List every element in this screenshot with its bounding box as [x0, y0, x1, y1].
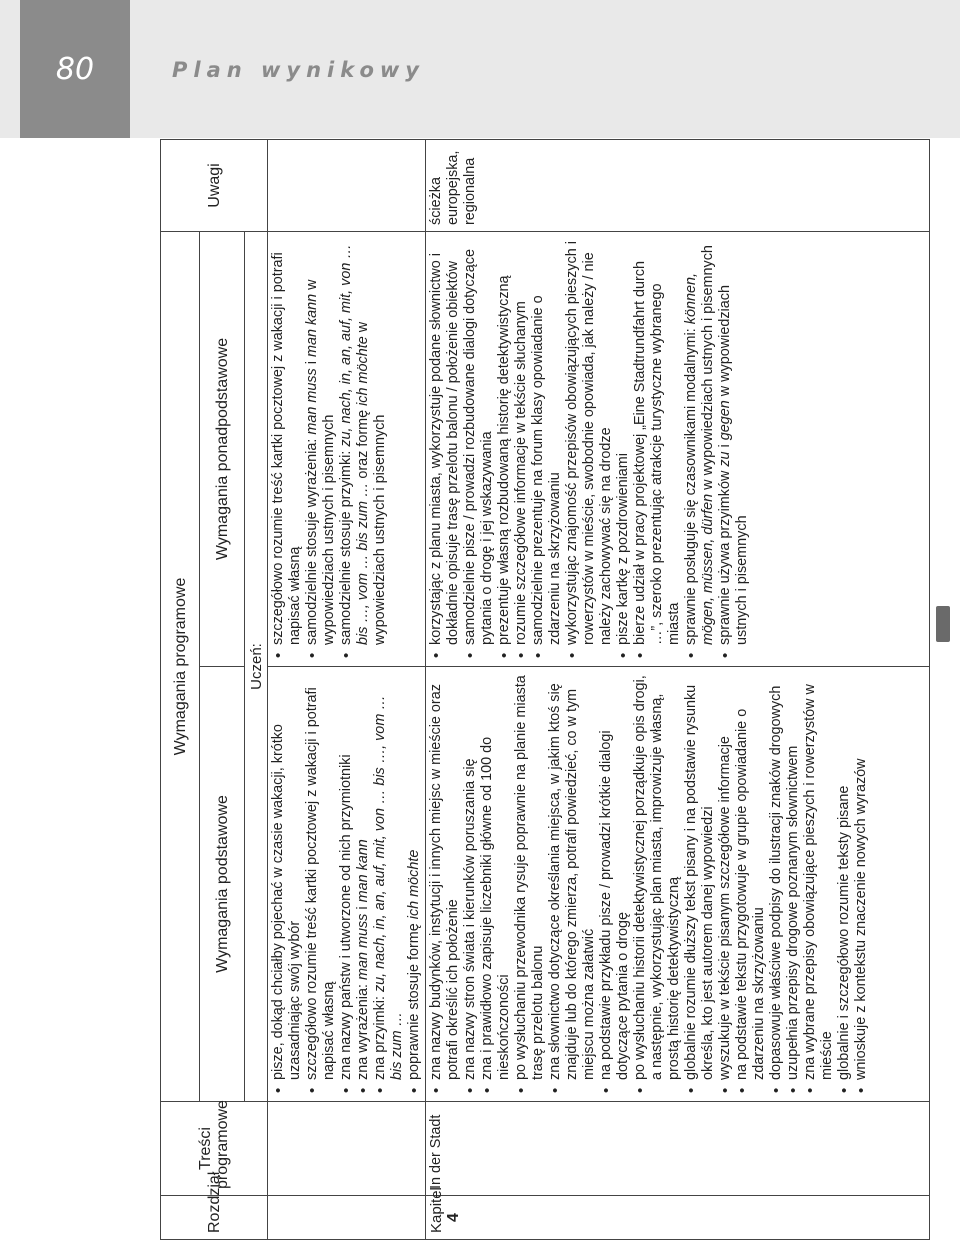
basic-requirements-top: [268, 667, 426, 1102]
list-item: • zna nazwy budynków, instytucji i innych miejsc w mieście oraz potrafi określić ich położenie: [428, 673, 462, 1080]
list-item: • dopasowuje właściwe podpisy do ilustracji znaków drogowych: [768, 673, 785, 1080]
list-item: • wyszukuje w tekście pisanym szczegółowe informacje: [717, 673, 734, 1080]
rotated-table-container: [160, 140, 930, 1240]
list-item: • samodzielnie stosuje przyimki: zu, nach, in, an, auf, mit, von … bis …, vom … bis zum … oraz formę ich möchte w wypowiedziach ustnych i pisemnych: [338, 238, 389, 645]
list-item: • bierze udział w pracy projektowej „Eine Stadtrundfahrt durch …”, szeroko prezentując atrakcje turystyczne wybranego miasta: [632, 238, 683, 645]
list-item: • samodzielnie prezentuje na forum klasy opowiadanie o zdarzeniu na skrzyżowaniu: [530, 238, 564, 645]
list-item: • na podstawie tekstu przygotowuje w grupie opowiadanie o zdarzeniu na skrzyżowaniu: [734, 673, 768, 1080]
chapter-cell-empty: [268, 1196, 426, 1240]
list-item: • uzupełnia przepisy drogowe poznanym słownictwem: [785, 673, 802, 1080]
extended-requirements-main: [426, 232, 930, 667]
page-title: Plan wynikowy: [172, 58, 425, 82]
list-item: • zna nazwy państw i utworzone od nich przymiotniki: [338, 673, 355, 1080]
list-item: • po wysłuchaniu historii detektywistycznej porządkuje opis drogi, a następnie, wykorzystując plan miasta, improwizuje własną, prostą historię detektywistyczną: [632, 673, 683, 1080]
list-item: • zna nazwy stron świata i kierunków poruszania się: [462, 673, 479, 1080]
list-item: • zna i prawidłowo zapisuje liczebniki główne od 100 do nieskończoności: [479, 673, 513, 1080]
basic-requirements-main: [426, 667, 930, 1102]
list-item: • zna wyrażenia: man muss i man kann: [355, 673, 372, 1080]
header-content: Treści programowe: [161, 1102, 268, 1196]
list-item: • samodzielnie pisze / prowadzi rozbudowane dialogi dotyczące pytania o drogę i jej wskazywania: [462, 238, 496, 645]
extended-requirements-top: [268, 232, 426, 667]
list-item: • szczegółowo rozumie treść kartki pocztowej z wakacji i potrafi napisać własną: [270, 238, 304, 645]
list-item: • zna słownictwo dotyczące określania miejsca, w jakim ktoś się znajduje lub do którego zmierza, potrafi powiedzieć, co w tym miejscu można załatwić: [547, 673, 598, 1080]
header-extended: Wymagania ponadpodstawowe: [200, 232, 245, 667]
chapter-label: Kapitel: [428, 1187, 445, 1233]
side-tab-marker: [936, 606, 950, 642]
list-item: • szczegółowo rozumie treść kartki pocztowej z wakacji i potrafi napisać własną: [304, 673, 338, 1080]
header-student-label: Uczeń:: [245, 232, 268, 1102]
list-item: • wykorzystując znajomość przepisów obowiązujących pieszych i rowerzystów w mieście, swobodnie opowiada, jak należy / nie należy zachowywać się na drodze: [564, 238, 615, 645]
page-number: 80: [55, 52, 95, 87]
curriculum-table: [160, 139, 930, 1240]
list-item: • po wysłuchaniu przewodnika rysuje poprawnie na planie miasta trasę przelotu balonu: [513, 673, 547, 1080]
curriculum-table-region: [160, 140, 930, 1240]
list-item: • rozumie szczegółowe informacje w tekście słuchanym: [513, 238, 530, 645]
content-cell: In der Stadt: [426, 1102, 930, 1196]
list-item: • poprawnie stosuje formę ich möchte: [406, 673, 423, 1080]
list-item: • na podstawie przykładu pisze / prowadzi krótkie dialogi dotyczące pytania o drogę: [598, 673, 632, 1080]
notes-cell-empty: [268, 140, 426, 232]
list-item: • zna wybrane przepisy obowiązujące pieszych i rowerzystów w mieście: [802, 673, 836, 1080]
header-band: [0, 0, 960, 138]
list-item: • samodzielnie stosuje wyrażenia: man muss i man kann w wypowiedziach ustnych i pisemnych: [304, 238, 338, 645]
list-item: • globalnie i szczegółowo rozumie teksty pisane: [836, 673, 853, 1080]
list-item: • korzystając z planu miasta, wykorzystuje podane słownictwo i dokładnie opisuje trasę przelotu balonu / położenie obiektów: [428, 238, 462, 645]
list-item: • sprawnie posługuje się czasownikami modalnymi: können, mögen, müssen, dürfen w wypowiedziach ustnych i pisemnych: [683, 238, 717, 645]
header-requirements: Wymagania programowe: [161, 232, 200, 1102]
list-item: • wnioskuje z kontekstu znaczenie nowych wyrazów: [853, 673, 870, 1080]
list-item: • globalnie rozumie dłuższy tekst pisany i na podstawie rysunku określa, kto jest autorem danej wypowiedzi: [683, 673, 717, 1080]
list-item: • pisze kartkę z pozdrowieniami: [615, 238, 632, 645]
list-item: • pisze, dokąd chciałby pojechać w czasie wakacji, krótko uzasadniając swój wybór: [270, 673, 304, 1080]
chapter-number: 4: [445, 1213, 462, 1222]
list-item: • zna przyimki: zu, nach, in, an, auf, mit, von … bis …, vom … bis zum …: [372, 673, 406, 1080]
header-chapter: Rozdział: [161, 1196, 268, 1240]
list-item: • prezentuje własną rozbudowaną historię detektywistyczną: [496, 238, 513, 645]
content-cell-empty: [268, 1102, 426, 1196]
header-notes: Uwagi: [161, 140, 268, 232]
header-basic: Wymagania podstawowe: [200, 667, 245, 1102]
notes-cell: ścieżka europejska, regionalna: [426, 140, 930, 232]
list-item: • sprawnie używa przyimków zu i gegen w wypowiedziach ustnych i pisemnych: [717, 238, 751, 645]
chapter-cell: [426, 1187, 930, 1240]
